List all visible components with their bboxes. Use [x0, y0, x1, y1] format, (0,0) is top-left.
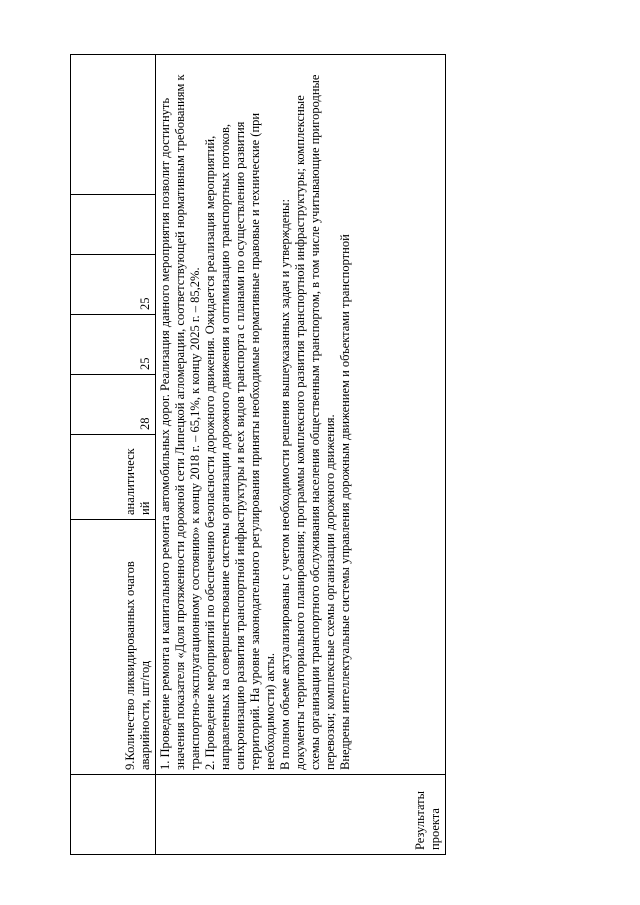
indicator-name: 9.Количество ликвидированных очагов аварийности, шт/год [123, 561, 152, 770]
value-1: 28 [138, 417, 152, 430]
value-cell-1 [71, 375, 156, 435]
results-text-cell [156, 55, 446, 775]
rotated-table-container [70, 55, 460, 855]
results-paragraph-3: В полном объеме актуализированы с учетом необходимости решения вышеуказанных задач и утверждены: [278, 199, 292, 770]
value-cell-4 [71, 195, 156, 255]
indicator-row [71, 55, 156, 855]
value-cell-5 [71, 55, 156, 195]
results-paragraph-4: документы территориального планирования; программы комплексного развития транспортной инфраструктуры; комплексные схемы организации транспортного обслуживания населения общественным транспортом, в том числе учитывающие пригородные перевозки; комплексные схемы организации дорожного движения. [293, 74, 337, 770]
empty-label-cell [71, 775, 156, 855]
value-cell-2 [71, 315, 156, 375]
results-label-cell [156, 775, 446, 855]
results-paragraph-2: 2. Проведение мероприятий по обеспечению безопасности дорожного движения. Ожидается реализация мероприятий, направленных на совершенствование системы организации дорожного движения и оптимизацию транспортных потоков, синхронизацию развития транспортной инфраструктуры и всех видов транспорта с планами по осуществлению развития территорий. На уровне законодательного регулирования приняты необходимые нормативные правовые и технические (при необходимости) акты. [203, 112, 277, 770]
value-cell-3 [71, 255, 156, 315]
method-text: аналитическ ий [123, 448, 152, 515]
indicator-name-cell [71, 520, 156, 775]
value-3: 25 [138, 297, 152, 310]
project-table [70, 54, 446, 855]
results-paragraph-5: Внедрены интеллектуальные системы управления дорожным движением и объектами транспортной [338, 234, 352, 770]
results-label: Результаты проекта [413, 790, 442, 850]
results-paragraph-1: 1. Проведение ремонта и капитального ремонта автомобильных дорог. Реализация данного мероприятия позволит достигнуть значения показателя «Доля протяженности дорожной сети Липецкой агломерации, соответствующей нормативным требованиям к транспортно-эксплуатационному состоянию» к концу 2018 г. – 65,1%, к концу 2025 г. – 85,2%. [158, 74, 202, 770]
method-cell [71, 435, 156, 520]
value-2: 25 [138, 357, 152, 370]
results-row [156, 55, 446, 855]
